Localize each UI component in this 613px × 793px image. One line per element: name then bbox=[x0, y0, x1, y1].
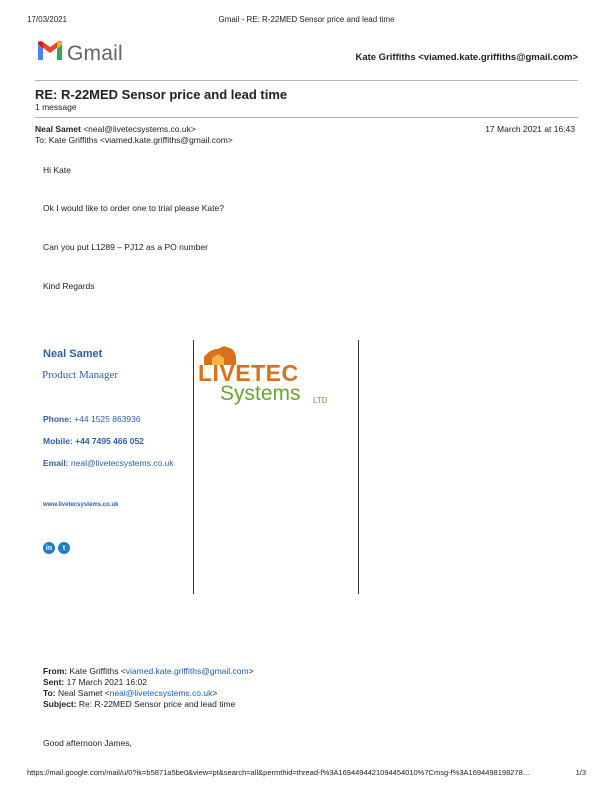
twitter-icon[interactable]: t bbox=[58, 542, 70, 554]
print-title: Gmail - RE: R-22MED Sensor price and lead time bbox=[218, 15, 395, 24]
body-line: Ok I would like to order one to trial please Kate? bbox=[43, 203, 224, 213]
account-email: Kate Griffiths <viamed.kate.griffiths@gmail.com> bbox=[355, 52, 578, 63]
email-label: Email: bbox=[43, 458, 69, 468]
quoted-to-close: > bbox=[212, 688, 218, 698]
linkedin-icon[interactable]: in bbox=[43, 542, 55, 554]
message-date: 17 March 2021 at 16:43 bbox=[485, 124, 575, 134]
logo-systems: Systems bbox=[220, 382, 301, 405]
website-link[interactable]: www.livetecsystems.co.uk bbox=[43, 502, 119, 508]
quoted-sent-label: Sent: bbox=[43, 677, 65, 687]
gmail-brand: Gmail bbox=[67, 42, 123, 65]
quoted-from bbox=[43, 666, 254, 676]
signature-divider-left bbox=[193, 340, 194, 594]
quoted-to bbox=[43, 688, 217, 698]
logo-ltd: LTD bbox=[313, 396, 328, 405]
logo-livetec: LIVETEC bbox=[198, 360, 299, 386]
quoted-sent bbox=[43, 677, 147, 687]
quoted-from-close: > bbox=[248, 666, 254, 676]
signature-email bbox=[43, 458, 174, 468]
message-sender bbox=[35, 124, 196, 134]
quoted-to-email[interactable]: neal@livetecsystems.co.uk bbox=[109, 688, 213, 698]
signature-divider-right bbox=[358, 340, 359, 594]
gmail-m-icon bbox=[36, 40, 64, 62]
sender-email: <neal@livetecsystems.co.uk> bbox=[83, 124, 196, 134]
phone-number[interactable]: +44 1525 863936 bbox=[74, 414, 141, 424]
quoted-from-name: Kate Griffiths < bbox=[69, 666, 126, 676]
signature-phone bbox=[43, 414, 141, 424]
subject-divider bbox=[35, 117, 578, 118]
quoted-sent-date: 17 March 2021 16:02 bbox=[66, 677, 147, 687]
print-page-number: 1/3 bbox=[575, 768, 586, 777]
body-line: Kind Regards bbox=[43, 281, 95, 291]
message-recipient: To: Kate Griffiths <viamed.kate.griffiths@gmail.com> bbox=[35, 135, 233, 145]
signature-title: Product Manager bbox=[42, 369, 119, 381]
quoted-to-label: To: bbox=[43, 688, 56, 698]
livetec-logo bbox=[198, 345, 338, 410]
quoted-subject bbox=[43, 699, 235, 709]
email-link[interactable]: neal@livetecsystems.co.uk bbox=[70, 458, 174, 468]
quoted-from-label: From: bbox=[43, 666, 68, 676]
body-line: Can you put L1289 – PJ12 as a PO number bbox=[43, 242, 208, 252]
print-date: 17/03/2021 bbox=[27, 15, 68, 24]
mobile-number[interactable]: +44 7495 466 052 bbox=[75, 436, 144, 446]
body-line: Hi Kate bbox=[43, 165, 71, 175]
mobile-label: Mobile: bbox=[43, 436, 73, 446]
sender-name: Neal Samet bbox=[35, 124, 81, 134]
phone-label: Phone: bbox=[43, 414, 72, 424]
quoted-subject-text: Re: R-22MED Sensor price and lead time bbox=[78, 699, 236, 709]
print-url: https://mail.google.com/mail/u/0?ik=b5871a5be0&view=pt&search=all&permthid=thread-f%3A1694494421094454010%7Cmsg-f%3A1694498198278… bbox=[27, 768, 531, 777]
signature-mobile bbox=[43, 436, 144, 446]
quoted-to-name: Neal Samet < bbox=[57, 688, 110, 698]
quoted-subject-label: Subject: bbox=[43, 699, 77, 709]
thread-subject: RE: R-22MED Sensor price and lead time bbox=[35, 87, 288, 102]
quoted-from-email[interactable]: viamed.kate.griffiths@gmail.com bbox=[125, 666, 249, 676]
signature-name: Neal Samet bbox=[43, 348, 103, 360]
quoted-greeting: Good afternoon James, bbox=[43, 738, 132, 748]
message-count: 1 message bbox=[35, 102, 77, 112]
header-divider bbox=[35, 80, 578, 81]
